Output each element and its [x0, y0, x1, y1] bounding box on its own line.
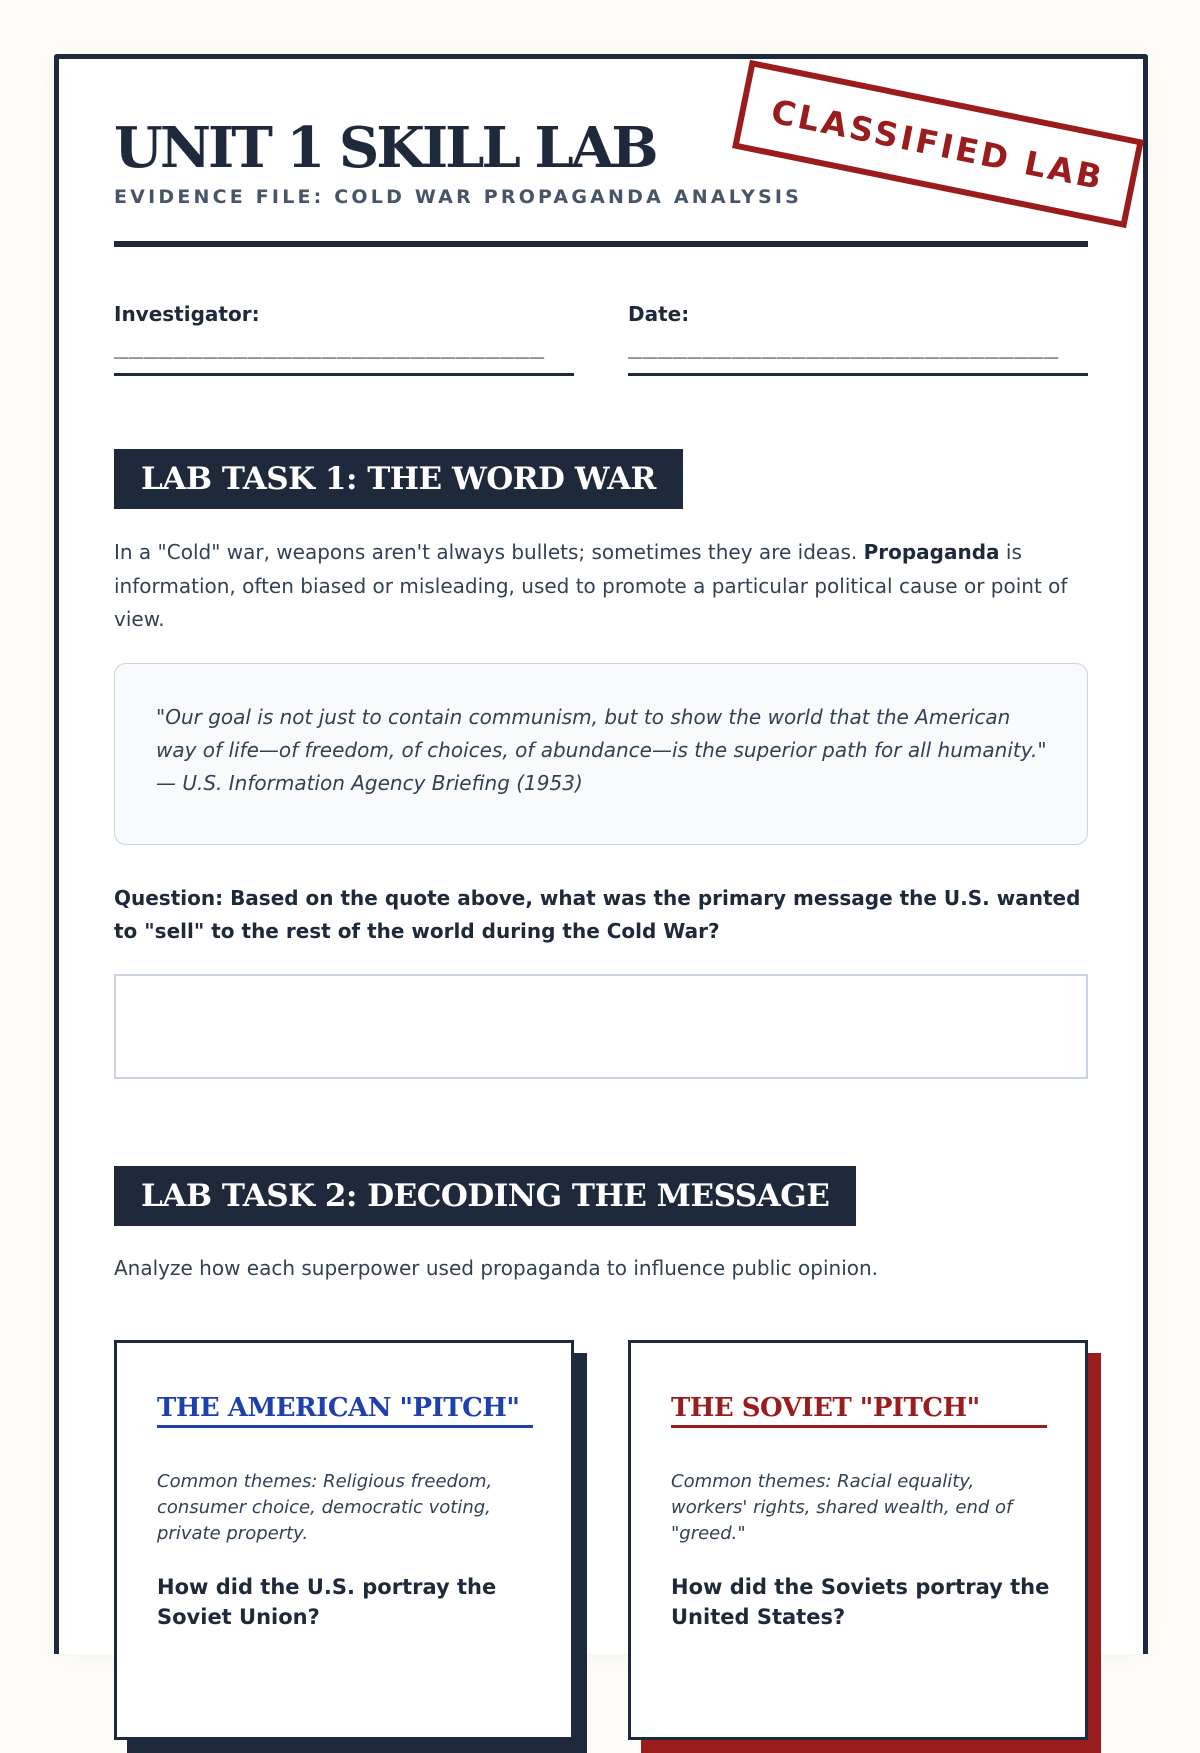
quote-box	[114, 663, 1088, 845]
task1-question: Question: Based on the quote above, what was the primary message the U.S. wanted to "sell" to the rest of the world during the Cold War?	[114, 886, 1081, 943]
american-card-question: How did the U.S. portray the Soviet Union?	[157, 1575, 497, 1629]
page-title: UNIT 1 SKILL LAB	[114, 115, 656, 181]
investigator-underline	[114, 373, 574, 376]
header-divider	[114, 241, 1088, 247]
task1-answer-box[interactable]	[114, 974, 1088, 1079]
soviet-card-title: THE SOVIET "PITCH"	[671, 1393, 1047, 1428]
date-label: Date:	[628, 302, 690, 326]
task2-heading: LAB TASK 2: DECODING THE MESSAGE	[114, 1166, 856, 1226]
soviet-card-question: How did the Soviets portray the United States?	[671, 1575, 1050, 1629]
date-field[interactable]: _____________________________	[628, 331, 1059, 359]
task1-intro-before: In a "Cold" war, weapons aren't always bullets; sometimes they are ideas.	[114, 540, 864, 564]
worksheet-page	[54, 54, 1148, 1654]
investigator-label: Investigator:	[114, 302, 260, 326]
soviet-card-themes: Common themes: Racial equality, workers' rights, shared wealth, end of "greed."	[671, 1471, 1013, 1544]
american-card-themes: Common themes: Religious freedom, consumer choice, democratic voting, private property.	[157, 1471, 493, 1544]
page-subtitle: EVIDENCE FILE: COLD WAR PROPAGANDA ANALYSIS	[114, 186, 803, 208]
american-card-title: THE AMERICAN "PITCH"	[157, 1393, 533, 1428]
date-underline	[628, 373, 1088, 376]
classified-stamp: CLASSIFIED LAB	[732, 60, 1144, 228]
investigator-field[interactable]: _____________________________	[114, 331, 545, 359]
soviet-pitch-card	[628, 1340, 1088, 1740]
propaganda-term: Propaganda	[863, 540, 1000, 564]
american-pitch-card	[114, 1340, 574, 1740]
task1-intro-after: is information, often biased or misleading, used to promote a particular political cause or point of view.	[114, 540, 1068, 631]
task1-heading: LAB TASK 1: THE WORD WAR	[114, 449, 683, 509]
task2-intro: Analyze how each superpower used propaganda to influence public opinion.	[114, 1256, 879, 1280]
usia-quote: "Our goal is not just to contain communism, but to show the world that the American way of life—of freedom, of choices, of abundance—is the superior path for all humanity." — U.S. Information Agency Briefing (1953)	[156, 705, 1047, 795]
task1-intro	[114, 536, 1088, 637]
